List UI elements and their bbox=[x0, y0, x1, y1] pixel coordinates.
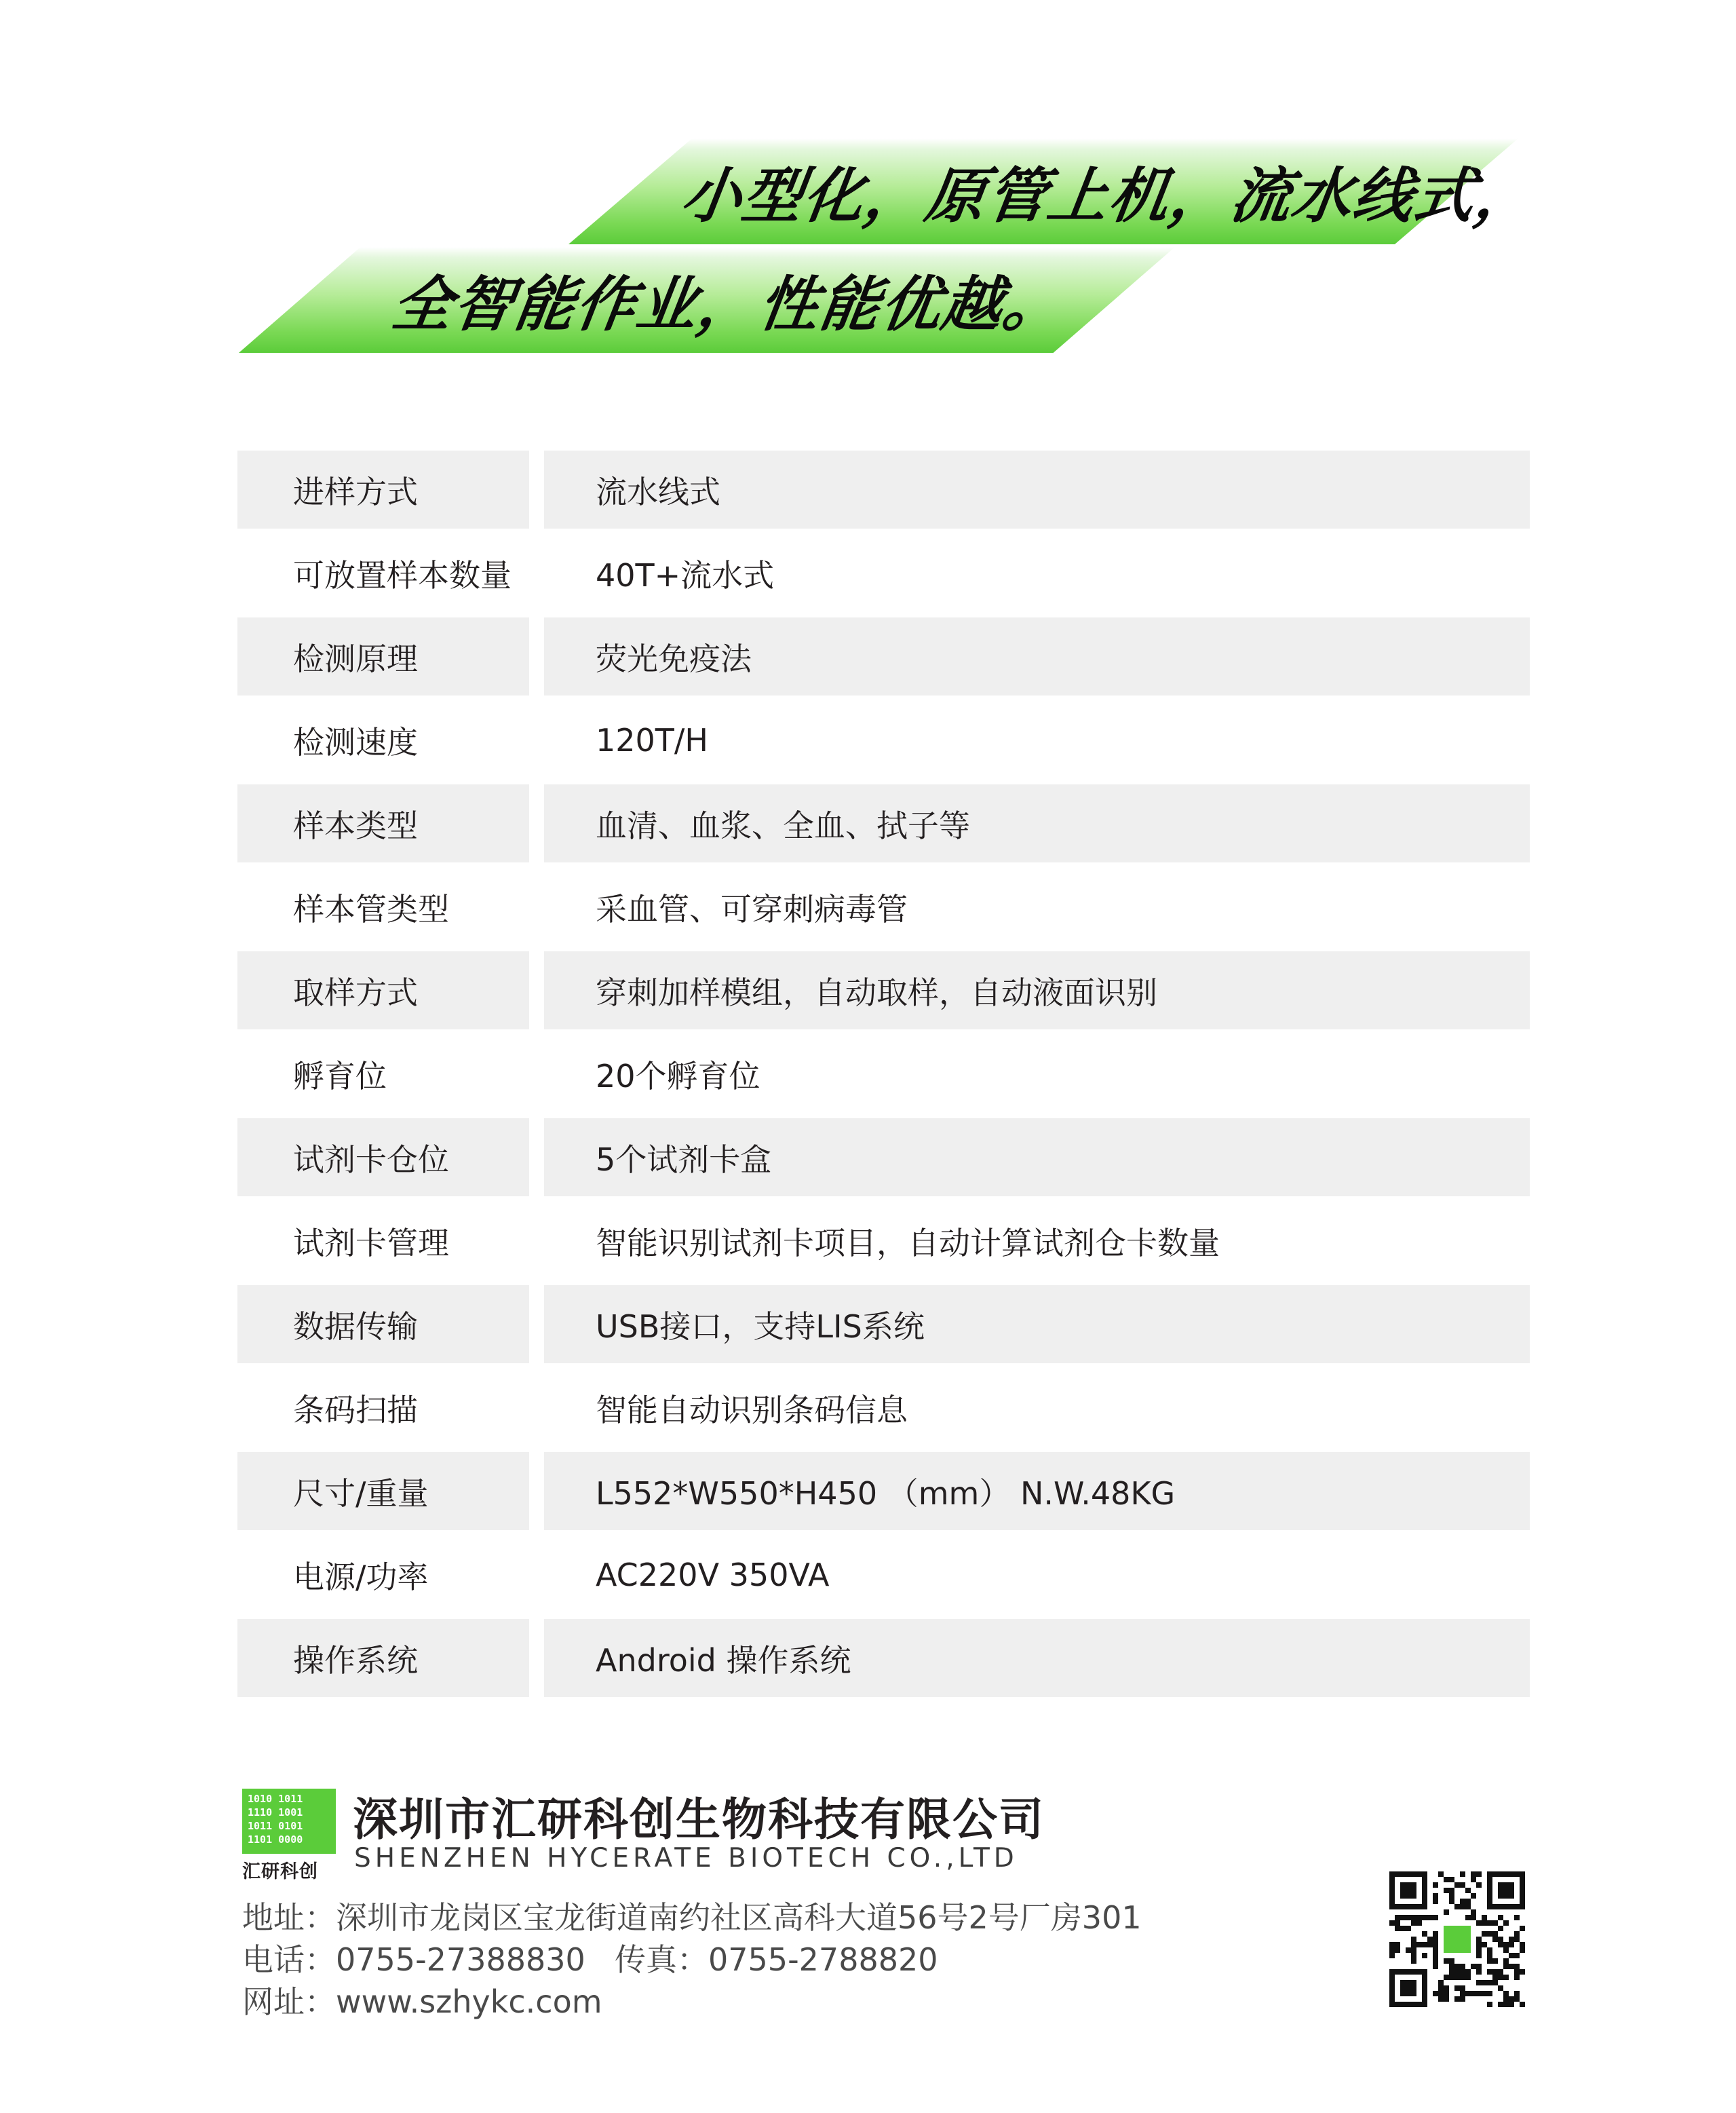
spec-value: 120T/H bbox=[596, 721, 708, 759]
spec-label: 条码扫描 bbox=[293, 1391, 418, 1428]
spec-value: 荧光免疫法 bbox=[596, 640, 752, 677]
spec-value: L552*W550*H450 （mm） N.W.48KG bbox=[596, 1474, 1176, 1512]
spec-label-cell bbox=[237, 1369, 529, 1447]
spec-value-cell bbox=[544, 1536, 1530, 1614]
spec-label-cell bbox=[237, 784, 529, 862]
spec-value: 智能自动识别条码信息 bbox=[596, 1391, 908, 1428]
spec-label-cell bbox=[237, 1536, 529, 1614]
spec-value-cell bbox=[544, 617, 1530, 696]
spec-value-cell bbox=[544, 451, 1530, 529]
spec-value-cell bbox=[544, 784, 1530, 862]
spec-value: 流水线式 bbox=[596, 473, 720, 510]
spec-value: 采血管、可穿刺病毒管 bbox=[596, 890, 908, 928]
company-phone: 电话：0755-27388830 bbox=[242, 1941, 585, 1978]
spec-label-cell bbox=[237, 1285, 529, 1363]
spec-value-cell bbox=[544, 1285, 1530, 1363]
spec-label: 操作系统 bbox=[293, 1641, 418, 1679]
spec-value: AC220V 350VA bbox=[596, 1556, 830, 1593]
spec-label-cell bbox=[237, 1452, 529, 1530]
spec-row bbox=[237, 534, 1530, 617]
spec-value: USB接口，支持LIS系统 bbox=[596, 1308, 925, 1345]
qr-code-icon bbox=[1389, 1871, 1525, 2007]
spec-row bbox=[237, 1619, 1530, 1702]
spec-label-cell bbox=[237, 868, 529, 946]
spec-value: 20个孵育位 bbox=[596, 1057, 760, 1094]
spec-label: 试剂卡管理 bbox=[293, 1224, 449, 1261]
company-name-en: SHENZHEN HYCERATE BIOTECH CO.,LTD bbox=[354, 1843, 1018, 1873]
spec-row bbox=[237, 1536, 1530, 1619]
spec-label-cell bbox=[237, 1035, 529, 1113]
spec-label: 可放置样本数量 bbox=[293, 556, 512, 594]
headline-line-2: 全智能作业，性能优越。 bbox=[387, 269, 1070, 339]
spec-row bbox=[237, 868, 1530, 951]
spec-label: 样本管类型 bbox=[293, 890, 449, 928]
headline-banner-2 bbox=[239, 247, 1175, 353]
spec-label-cell bbox=[237, 1118, 529, 1196]
spec-label: 进样方式 bbox=[293, 473, 418, 510]
spec-label-cell bbox=[237, 951, 529, 1029]
spec-label: 样本类型 bbox=[293, 807, 418, 844]
company-website[interactable]: 网址：www.szhykc.com bbox=[242, 1983, 602, 2020]
spec-value: 血清、血浆、全血、拭子等 bbox=[596, 807, 970, 844]
spec-value-cell bbox=[544, 1118, 1530, 1196]
spec-table bbox=[237, 451, 1530, 1702]
spec-label-cell bbox=[237, 1202, 529, 1280]
spec-row bbox=[237, 1035, 1530, 1118]
spec-value-cell bbox=[544, 1035, 1530, 1113]
company-address: 地址：深圳市龙岗区宝龙街道南约社区高科大道56号2号厂房301 bbox=[242, 1899, 1142, 1936]
spec-value: Android 操作系统 bbox=[596, 1641, 851, 1679]
svg-text:1110 1001: 1110 1001 bbox=[248, 1806, 303, 1819]
spec-row bbox=[237, 617, 1530, 701]
spec-value-cell bbox=[544, 1619, 1530, 1697]
spec-row bbox=[237, 1369, 1530, 1452]
spec-row bbox=[237, 1452, 1530, 1536]
spec-value-cell bbox=[544, 868, 1530, 946]
spec-value-cell bbox=[544, 1202, 1530, 1280]
spec-label-cell bbox=[237, 451, 529, 529]
spec-label: 试剂卡仓位 bbox=[293, 1141, 449, 1178]
spec-label-cell bbox=[237, 617, 529, 696]
spec-label: 尺寸/重量 bbox=[293, 1474, 429, 1512]
company-logo-icon bbox=[242, 1789, 336, 1854]
spec-value: 5个试剂卡盒 bbox=[596, 1141, 772, 1178]
spec-label: 数据传输 bbox=[293, 1308, 418, 1345]
logo-label: 汇研科创 bbox=[242, 1861, 318, 1882]
spec-label-cell bbox=[237, 534, 529, 612]
spec-label: 电源/功率 bbox=[293, 1558, 429, 1595]
company-name-cn: 深圳市汇研科创生物科技有限公司 bbox=[353, 1793, 1045, 1846]
spec-label-cell bbox=[237, 1619, 529, 1697]
spec-row bbox=[237, 1285, 1530, 1369]
spec-value: 40T+流水式 bbox=[596, 556, 775, 594]
spec-label: 取样方式 bbox=[293, 974, 418, 1011]
spec-value: 穿刺加样模组，自动取样，自动液面识别 bbox=[596, 974, 1157, 1011]
spec-value-cell bbox=[544, 951, 1530, 1029]
spec-value-cell bbox=[544, 1369, 1530, 1447]
spec-value-cell bbox=[544, 1452, 1530, 1530]
svg-text:1011 0101: 1011 0101 bbox=[248, 1820, 303, 1832]
company-fax: 传真：0755-2788820 bbox=[615, 1941, 938, 1978]
svg-text:1010 1011: 1010 1011 bbox=[248, 1793, 303, 1805]
spec-row bbox=[237, 701, 1530, 784]
spec-row bbox=[237, 1202, 1530, 1285]
spec-row bbox=[237, 951, 1530, 1035]
spec-value-cell bbox=[544, 534, 1530, 612]
spec-value: 智能识别试剂卡项目，自动计算试剂仓卡数量 bbox=[596, 1224, 1220, 1261]
spec-label: 检测原理 bbox=[293, 640, 418, 677]
spec-value-cell bbox=[544, 701, 1530, 779]
spec-label: 孵育位 bbox=[293, 1057, 387, 1094]
headline-line-1: 小型化，原管上机，流水线式， bbox=[676, 161, 1542, 231]
svg-text:1101 0000: 1101 0000 bbox=[248, 1833, 303, 1846]
spec-label: 检测速度 bbox=[293, 723, 418, 761]
spec-row bbox=[237, 784, 1530, 868]
spec-row bbox=[237, 451, 1530, 534]
spec-row bbox=[237, 1118, 1530, 1202]
spec-label-cell bbox=[237, 701, 529, 779]
headline-banner-1 bbox=[568, 138, 1542, 244]
